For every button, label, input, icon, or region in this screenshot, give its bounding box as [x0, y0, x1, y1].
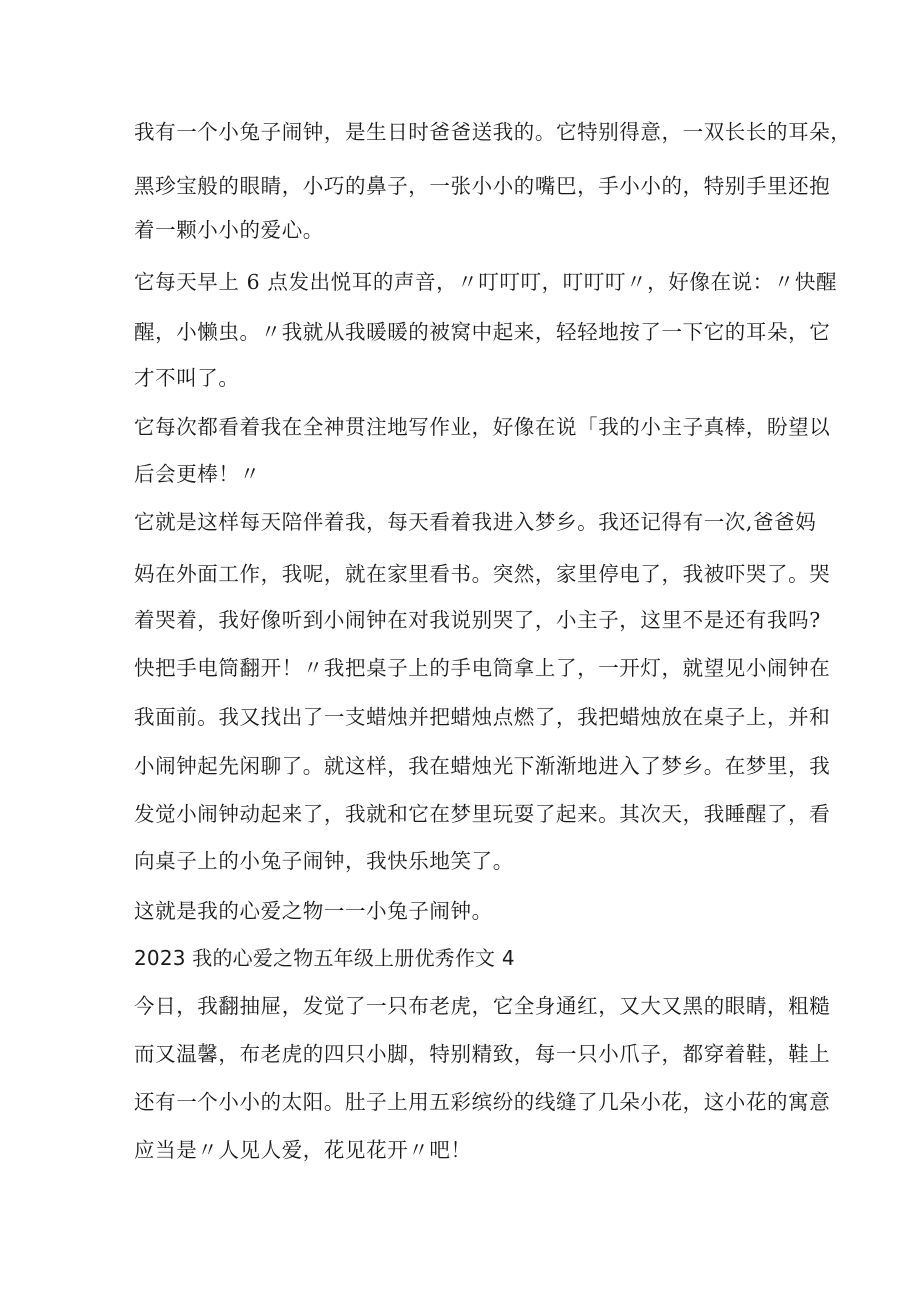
text-line: 黑珍宝般的眼睛，小巧的鼻子，一张小小的嘴巴，手小小的，特别手里还抱 — [134, 174, 831, 198]
text-line: 应当是〃人见人爱，花见花开〃吧！ — [134, 1138, 472, 1162]
text-line: 它就是这样每天陪伴着我，每天看着我进入梦乡。我还记得有一次,爸爸妈 — [134, 510, 817, 534]
section-heading: 2023 我的心爱之物五年级上册优秀作文 4 — [134, 946, 515, 970]
text-line: 着一颗小小的爱心。 — [134, 218, 324, 242]
text-line: 我面前。我又找出了一支蜡烛并把蜡烛点燃了，我把蜡烛放在桌子上，并和 — [134, 705, 831, 729]
text-line: 我有一个小兔子闹钟，是生日时爸爸送我的。它特别得意，一双长长的耳朵， — [134, 120, 852, 144]
text-line: 它每次都看着我在全神贯注地写作业，好像在说「我的小主子真棒，盼望以 — [134, 415, 831, 439]
text-line: 还有一个小小的太阳。肚子上用五彩缤纷的线缝了几朵小花，这小花的寓意 — [134, 1090, 831, 1114]
text-line: 小闹钟起先闲聊了。就这样，我在蜡烛光下渐渐地进入了梦乡。在梦里，我 — [134, 754, 831, 778]
text-line: 发觉小闹钟动起来了，我就和它在梦里玩耍了起来。其次天，我睡醒了，看 — [134, 802, 831, 826]
text-line: 后会更棒！〃 — [134, 462, 261, 486]
text-line: 着哭着，我好像听到小闹钟在对我说别哭了，小主子，这里不是还有我吗? — [134, 608, 821, 632]
text-line: 它每天早上 6 点发出悦耳的声音，〃叮叮叮，叮叮叮〃，好像在说：〃快醒 — [134, 270, 838, 294]
text-line: 这就是我的心爱之物一一小兔子闹钟。 — [134, 899, 493, 923]
text-line: 妈在外面工作，我呢，就在家里看书。突然，家里停电了，我被吓哭了。哭 — [134, 562, 831, 586]
text-line: 向桌子上的小兔子闹钟，我快乐地笑了。 — [134, 849, 514, 873]
text-line: 快把手电筒翻开！〃我把桌子上的手电筒拿上了，一开灯，就望见小闹钟在 — [134, 656, 831, 680]
text-line: 醒，小懒虫。〃我就从我暖暖的被窝中起来，轻轻地按了一下它的耳朵，它 — [134, 320, 831, 344]
text-line: 而又温馨，布老虎的四只小脚，特别精致，每一只小爪子，都穿着鞋，鞋上 — [134, 1042, 831, 1066]
text-line: 今日，我翻抽屉，发觉了一只布老虎，它全身通红，又大又黑的眼睛，粗糙 — [134, 994, 831, 1018]
text-line: 才不叫了。 — [134, 366, 240, 390]
